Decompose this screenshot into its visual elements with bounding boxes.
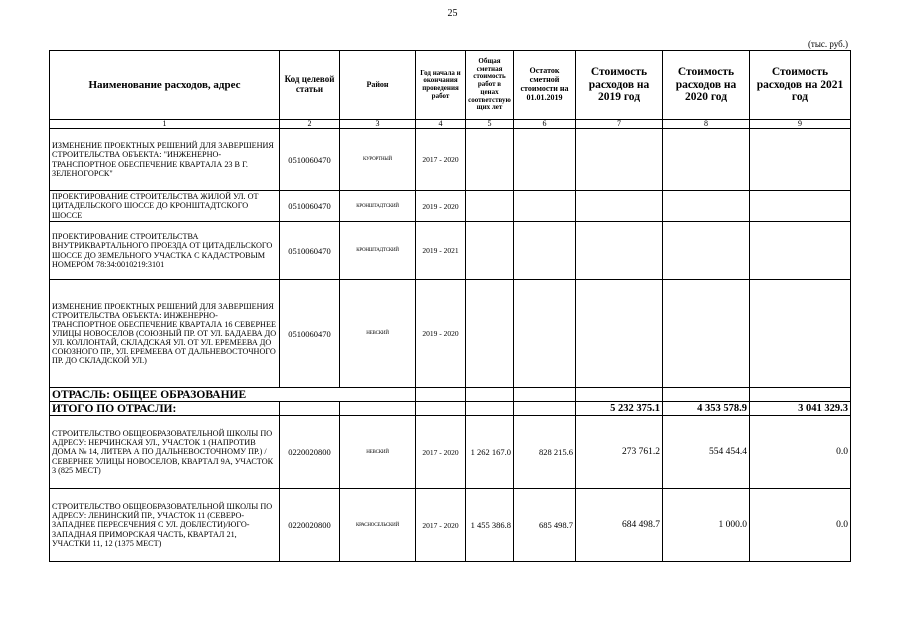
row-total-cost	[466, 222, 514, 280]
row-remaining: 685 498.7	[514, 489, 576, 562]
row-total-cost	[466, 280, 514, 388]
row-2020	[663, 191, 750, 222]
header-2021: Стоимость расходов на 2021 год	[750, 51, 851, 120]
row-name: СТРОИТЕЛЬСТВО ОБЩЕОБРАЗОВАТЕЛЬНОЙ ШКОЛЫ ПО АДРЕСУ: ЛЕНИНСКИЙ ПР., УЧАСТОК 11 (СЕВЕРО-ЗАПАДНЕЕ ПЕРЕСЕЧЕНИЯ С УЛ. ДОБЛЕСТИ)/ЮГО-ЗАПАДНАЯ ПРИМОРСКАЯ ЧАСТЬ, КВАРТАЛ 21, УЧАСТКИ 11, 12 (1375 МЕСТ)	[50, 489, 280, 562]
row-remaining	[514, 222, 576, 280]
total-2020: 4 353 578.9	[663, 402, 750, 416]
sector-label: ОТРАСЛЬ: ОБЩЕЕ ОБРАЗОВАНИЕ	[50, 388, 340, 402]
row-district: НЕВСКИЙ	[340, 416, 416, 489]
total-2019: 5 232 375.1	[576, 402, 663, 416]
row-district: КРОНШТАДТСКИЙ	[340, 222, 416, 280]
column-number: 8	[663, 120, 750, 129]
row-2021	[750, 191, 851, 222]
row-2019	[576, 222, 663, 280]
column-numbers-row	[50, 120, 851, 129]
table-row	[50, 489, 851, 562]
row-period: 2019 - 2020	[416, 280, 466, 388]
column-number: 9	[750, 120, 851, 129]
row-2019: 684 498.7	[576, 489, 663, 562]
row-code: 0510060470	[280, 129, 340, 191]
row-2020	[663, 280, 750, 388]
sector-cell	[576, 388, 663, 402]
row-2019	[576, 191, 663, 222]
row-remaining: 828 215.6	[514, 416, 576, 489]
table-row	[50, 416, 851, 489]
column-number: 5	[466, 120, 514, 129]
row-2020: 1 000.0	[663, 489, 750, 562]
table-row	[50, 280, 851, 388]
row-total-cost: 1 455 386.8	[466, 489, 514, 562]
row-code: 0220020800	[280, 416, 340, 489]
total-2021: 3 041 329.3	[750, 402, 851, 416]
total-cell	[514, 402, 576, 416]
column-number: 4	[416, 120, 466, 129]
row-total-cost: 1 262 167.0	[466, 416, 514, 489]
row-period: 2017 - 2020	[416, 489, 466, 562]
header-2020: Стоимость расходов на 2020 год	[663, 51, 750, 120]
total-cell	[340, 402, 416, 416]
header-code: Код целевой статьи	[280, 51, 340, 120]
row-remaining	[514, 280, 576, 388]
row-name: ПРОЕКТИРОВАНИЕ СТРОИТЕЛЬСТВА ВНУТРИКВАРТАЛЬНОГО ПРОЕЗДА ОТ ЦИТАДЕЛЬСКОГО ШОССЕ ДО ЗЕМЕЛЬНОГО УЧАСТКА С КАДАСТРОВЫМ НОМЕРОМ 78:34:0010219:3101	[50, 222, 280, 280]
column-number: 6	[514, 120, 576, 129]
row-remaining	[514, 129, 576, 191]
row-period: 2019 - 2021	[416, 222, 466, 280]
row-name: ИЗМЕНЕНИЕ ПРОЕКТНЫХ РЕШЕНИЙ ДЛЯ ЗАВЕРШЕНИЯ СТРОИТЕЛЬСТВА ОБЪЕКТА: ИНЖЕНЕРНО-ТРАНСПОРТНОЕ ОБЕСПЕЧЕНИЕ КВАРТАЛА 16 СЕВЕРНЕЕ УЛИЦЫ НОВОСЕЛОВ (СОЮЗНЫЙ ПР. ОТ УЛ. БАДАЕВА ДО УЛ. КОЛЛОНТАЙ, СКЛАДСКАЯ УЛ. ОТ УЛ. ЕРЕМЕЕВА ДО СОЮЗНОГО ПР., УЛ. ЕРЕМЕЕВА ОТ ДАЛЬНЕВОСТОЧНОГО ПР. ДО СКЛАДСКОЙ УЛ.)	[50, 280, 280, 388]
table-row	[50, 191, 851, 222]
table-row	[50, 222, 851, 280]
column-number: 2	[280, 120, 340, 129]
header-total-cost: Общая сметная стоимость работ в ценах соответствую щих лет	[466, 51, 514, 120]
row-district: КРОНШТАДТСКИЙ	[340, 191, 416, 222]
row-total-cost	[466, 191, 514, 222]
row-2021: 0.0	[750, 489, 851, 562]
row-2020	[663, 222, 750, 280]
row-name: СТРОИТЕЛЬСТВО ОБЩЕОБРАЗОВАТЕЛЬНОЙ ШКОЛЫ ПО АДРЕСУ: НЕРЧИНСКАЯ УЛ., УЧАСТОК 1 (НАПРОТИВ ДОМА № 14, ЛИТЕРА А ПО ДАЛЬНЕВОСТОЧНОМУ ПР.) / СЕВЕРНЕЕ УЛИЦЫ НОВОСЕЛОВ, КВАРТАЛ 9А, УЧАСТОК 3 (825 МЕСТ)	[50, 416, 280, 489]
row-period: 2017 - 2020	[416, 416, 466, 489]
row-district: КРАСНОСЕЛЬСКИЙ	[340, 489, 416, 562]
total-cell	[416, 402, 466, 416]
row-district: КУРОРТНЫЙ	[340, 129, 416, 191]
header-row	[50, 51, 851, 120]
row-period: 2019 - 2020	[416, 191, 466, 222]
row-2019	[576, 129, 663, 191]
sector-cell	[663, 388, 750, 402]
row-2020	[663, 129, 750, 191]
units-label: (тыс. руб.)	[807, 39, 848, 49]
sector-row	[50, 388, 851, 402]
sector-cell	[750, 388, 851, 402]
total-label: ИТОГО ПО ОТРАСЛИ:	[50, 402, 280, 416]
row-2021	[750, 280, 851, 388]
row-code: 0220020800	[280, 489, 340, 562]
row-2019	[576, 280, 663, 388]
row-code: 0510060470	[280, 191, 340, 222]
row-district: НЕВСКИЙ	[340, 280, 416, 388]
header-period: Год начала и окончания проведения работ	[416, 51, 466, 120]
total-cell	[280, 402, 340, 416]
row-2020: 554 454.4	[663, 416, 750, 489]
sector-cell	[514, 388, 576, 402]
row-2021: 0.0	[750, 416, 851, 489]
table-row	[50, 129, 851, 191]
column-number: 7	[576, 120, 663, 129]
row-code: 0510060470	[280, 280, 340, 388]
row-2021	[750, 129, 851, 191]
header-remaining: Остаток сметной стоимости на 01.01.2019	[514, 51, 576, 120]
header-district: Район	[340, 51, 416, 120]
row-period: 2017 - 2020	[416, 129, 466, 191]
sector-cell	[340, 388, 416, 402]
column-number: 1	[50, 120, 280, 129]
total-cell	[466, 402, 514, 416]
row-total-cost	[466, 129, 514, 191]
sector-cell	[416, 388, 466, 402]
column-number: 3	[340, 120, 416, 129]
row-name: ПРОЕКТИРОВАНИЕ СТРОИТЕЛЬСТВА ЖИЛОЙ УЛ. ОТ ЦИТАДЕЛЬСКОГО ШОССЕ ДО КРОНШТАДТСКОГО ШОССЕ	[50, 191, 280, 222]
sector-cell	[466, 388, 514, 402]
page-number: 25	[447, 8, 458, 19]
total-row	[50, 402, 851, 416]
row-code: 0510060470	[280, 222, 340, 280]
row-2021	[750, 222, 851, 280]
row-name: ИЗМЕНЕНИЕ ПРОЕКТНЫХ РЕШЕНИЙ ДЛЯ ЗАВЕРШЕНИЯ СТРОИТЕЛЬСТВА ОБЪЕКТА: "ИНЖЕНЕРНО-ТРАНСПОРТНОЕ ОБЕСПЕЧЕНИЕ КВАРТАЛА 23 В Г. ЗЕЛЕНОГОРСК"	[50, 129, 280, 191]
header-2019: Стоимость расходов на 2019 год	[576, 51, 663, 120]
row-remaining	[514, 191, 576, 222]
header-name: Наименование расходов, адрес	[50, 51, 280, 120]
row-2019: 273 761.2	[576, 416, 663, 489]
budget-table	[49, 50, 851, 562]
